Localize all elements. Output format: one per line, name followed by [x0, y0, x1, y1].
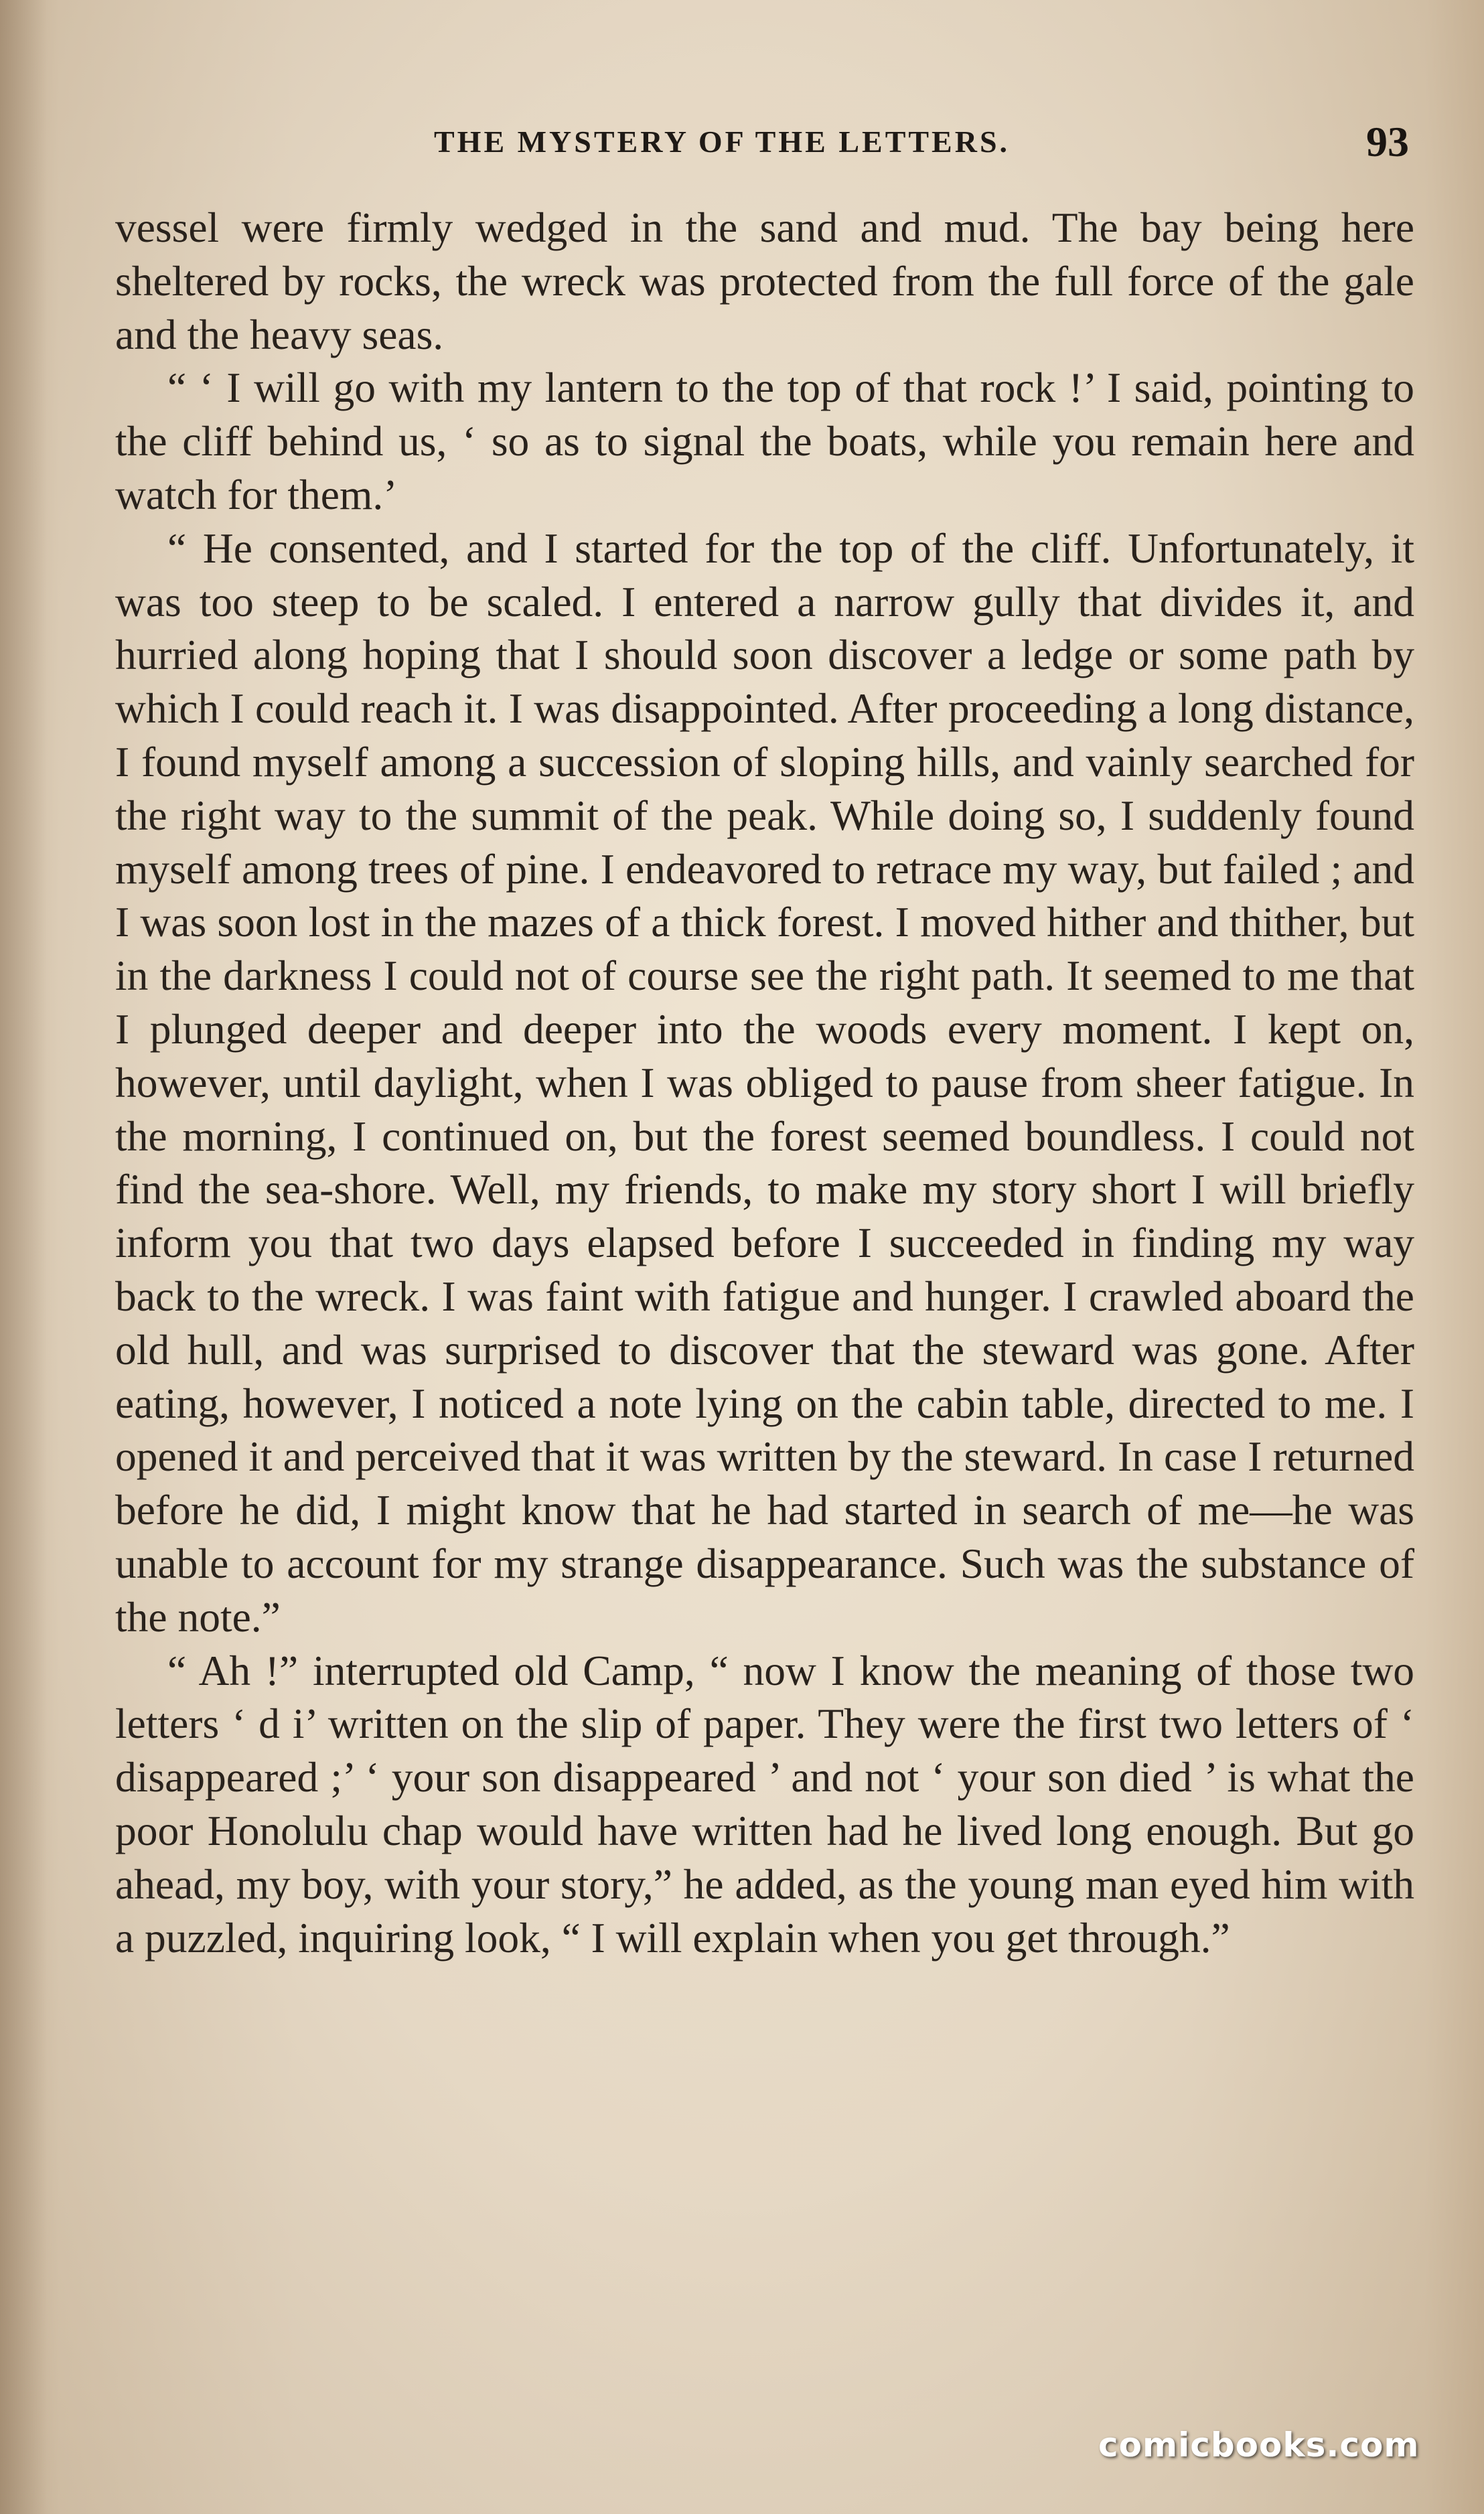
paragraph-2: “ ‘ I will go with my lantern to the top of that rock !’ I said, pointing to the cliff behind us, ‘ so as to signal the boats, while you remain here and watch for them.’	[115, 364, 1414, 518]
body-text	[115, 201, 1414, 1964]
watermark: comicbooks.com	[1098, 2426, 1420, 2464]
page-header	[0, 117, 1484, 164]
paragraph-3: “ He consented, and I started for the top of the cliff. Unfortunately, it was too steep to be scaled. I entered a narrow gully that divides it, and hurried along hoping that I should soon discover a ledge or some path by which I could reach it. I was disappointed. After proceeding a long distance, I found myself among a succession of sloping hills, and vainly searched for the right way to the summit of the peak. While doing so, I suddenly found myself among trees of pine. I endeavored to retrace my way, but failed ; and I was soon lost in the mazes of a thick forest. I moved hither and thither, but in the darkness I could not of course see the right path. It seemed to me that I plunged deeper and deeper into the woods every moment. I kept on, however, until daylight, when I was obliged to pause from sheer fatigue. In the morning, I continued on, but the forest seemed boundless. I could not find the sea-shore. Well, my friends, to make my story short I will briefly inform you that two days elapsed before I succeeded in finding my way back to the wreck. I was faint with fatigue and hunger. I crawled aboard the old hull, and was surprised to discover that the steward was gone. After eating, however, I noticed a note lying on the cabin table, directed to me. I opened it and perceived that it was written by the steward. In case I returned before he did, I might know that he had started in search of me—he was unable to account for my strange disappearance. Such was the substance of the note.”	[115, 524, 1414, 1641]
paragraph-1: vessel were firmly wedged in the sand and mud. The bay being here sheltered by rocks, the wreck was protected from the full force of the gale and the heavy seas.	[115, 204, 1414, 358]
paragraph-4: “ Ah !” interrupted old Camp, “ now I know the meaning of those two letters ‘ d i’ written on the slip of paper. They were the first two letters of ‘ disappeared ;’ ‘ your son disappeared ’ and not ‘ your son died ’ is what the poor Honolulu chap would have written had he lived long enough. But go ahead, my boy, with your story,” he added, as the young man eyed him with a puzzled, inquiring look, “ I will explain when you get through.”	[115, 1646, 1414, 1962]
page-number: 93	[1366, 118, 1409, 165]
running-head: THE MYSTERY OF THE LETTERS.	[434, 125, 1011, 159]
spine-shadow	[0, 0, 47, 2514]
